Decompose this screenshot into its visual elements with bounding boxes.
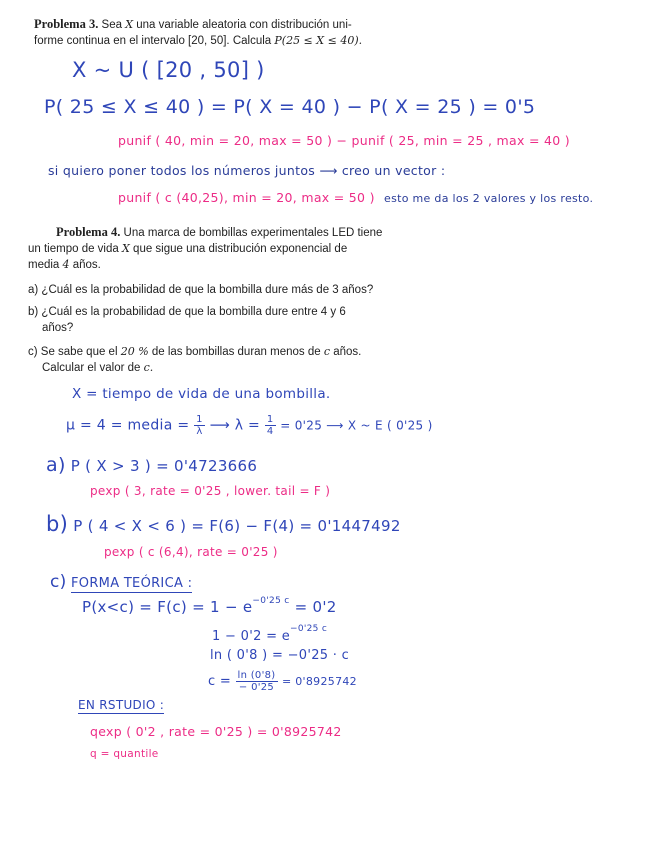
c-fraction: $\frac{\ln (0'8)}{- 0'25}$ bbox=[237, 670, 276, 693]
question-a: a) ¿Cuál es la probabilidad de que la bombilla dure más de 3 años? bbox=[28, 284, 374, 296]
uniform-dist-note: X ~ U ( [20 , 50] ) bbox=[72, 58, 265, 82]
problem4-title: Problema 4. bbox=[56, 225, 121, 239]
theory-eq-1: $P(x<c) = F(c) = 1 - e^{-0'25 c} = 0'2$ bbox=[82, 596, 337, 616]
vector-comment-note: esto me da los 2 valores y los resto. bbox=[384, 192, 594, 205]
rstudio-heading: EN RSTUDIO : bbox=[78, 698, 165, 712]
qexp-code-note: qexp ( 0'2 , rate = 0'25 ) = 0'8925742 bbox=[90, 724, 342, 739]
theory-eq-4: c = $\frac{\ln (0'8)}{- 0'25}$ = 0'8925742 bbox=[208, 670, 357, 693]
theory-eq-2: $1 - 0'2 = e^{-0'25 c}$ bbox=[212, 624, 328, 644]
variable-definition-note: X = tiempo de vida de una bombilla. bbox=[72, 386, 331, 402]
problem3-statement: Problema 3. Sea X una variable aleatoria con distribución uni- forme continua en el intervalo [20, 50]. Calcula P(25 ≤ X ≤ 40). bbox=[34, 17, 363, 47]
quantile-note: q = quantile bbox=[90, 748, 159, 760]
answer-a-code: pexp ( 3, rate = 0'25 , lower. tail = F ) bbox=[90, 484, 331, 498]
question-c: c) Se sabe que el 20 % de las bombillas duran menos de c años. Calcular el valor de c. bbox=[28, 345, 362, 374]
answer-b-note: b) P ( 4 < X < 6 ) = F(6) − F(4) = 0'1447492 bbox=[46, 512, 401, 536]
lambda-note: μ = 4 = media = $\frac{1}{\lambda}$ ⟶ λ = $\frac{1}{4}$ = 0'25 ⟶ X ~ E ( 0'25 ) bbox=[66, 414, 433, 437]
theory-eq-3: ln ( 0'8 ) = −0'25 · c bbox=[210, 648, 350, 663]
answer-b-code: pexp ( c (6,4), rate = 0'25 ) bbox=[104, 545, 278, 559]
lambda-fraction: $\frac{1}{4}$ bbox=[266, 414, 274, 437]
answer-a-note: a) P ( X > 3 ) = 0'4723666 bbox=[46, 454, 258, 476]
problem3-title: Problema 3. bbox=[34, 17, 99, 31]
vector-code-note: punif ( c (40,25), min = 20, max = 50 ) bbox=[118, 190, 375, 205]
probability-note: P( 25 ≤ X ≤ 40 ) = P( X = 40 ) − P( X = 25 ) = 0'5 bbox=[44, 96, 536, 118]
vector-text-note: si quiero poner todos los números juntos ⟶ creo un vector : bbox=[48, 163, 446, 178]
answer-c-heading: c) FORMA TEÓRICA : bbox=[50, 572, 193, 592]
punif-code-note: punif ( 40, min = 20, max = 50 ) − punif ( 25, min = 25 , max = 40 ) bbox=[118, 133, 570, 148]
problem4-statement: Problema 4. Una marca de bombillas experimentales LED tiene un tiempo de vida X que sigue una distribución exponencial de media 4 años. bbox=[28, 225, 383, 271]
question-b: b) ¿Cuál es la probabilidad de que la bombilla dure entre 4 y 6 años? bbox=[28, 306, 346, 334]
mu-fraction: $\frac{1}{\lambda}$ bbox=[196, 414, 203, 437]
